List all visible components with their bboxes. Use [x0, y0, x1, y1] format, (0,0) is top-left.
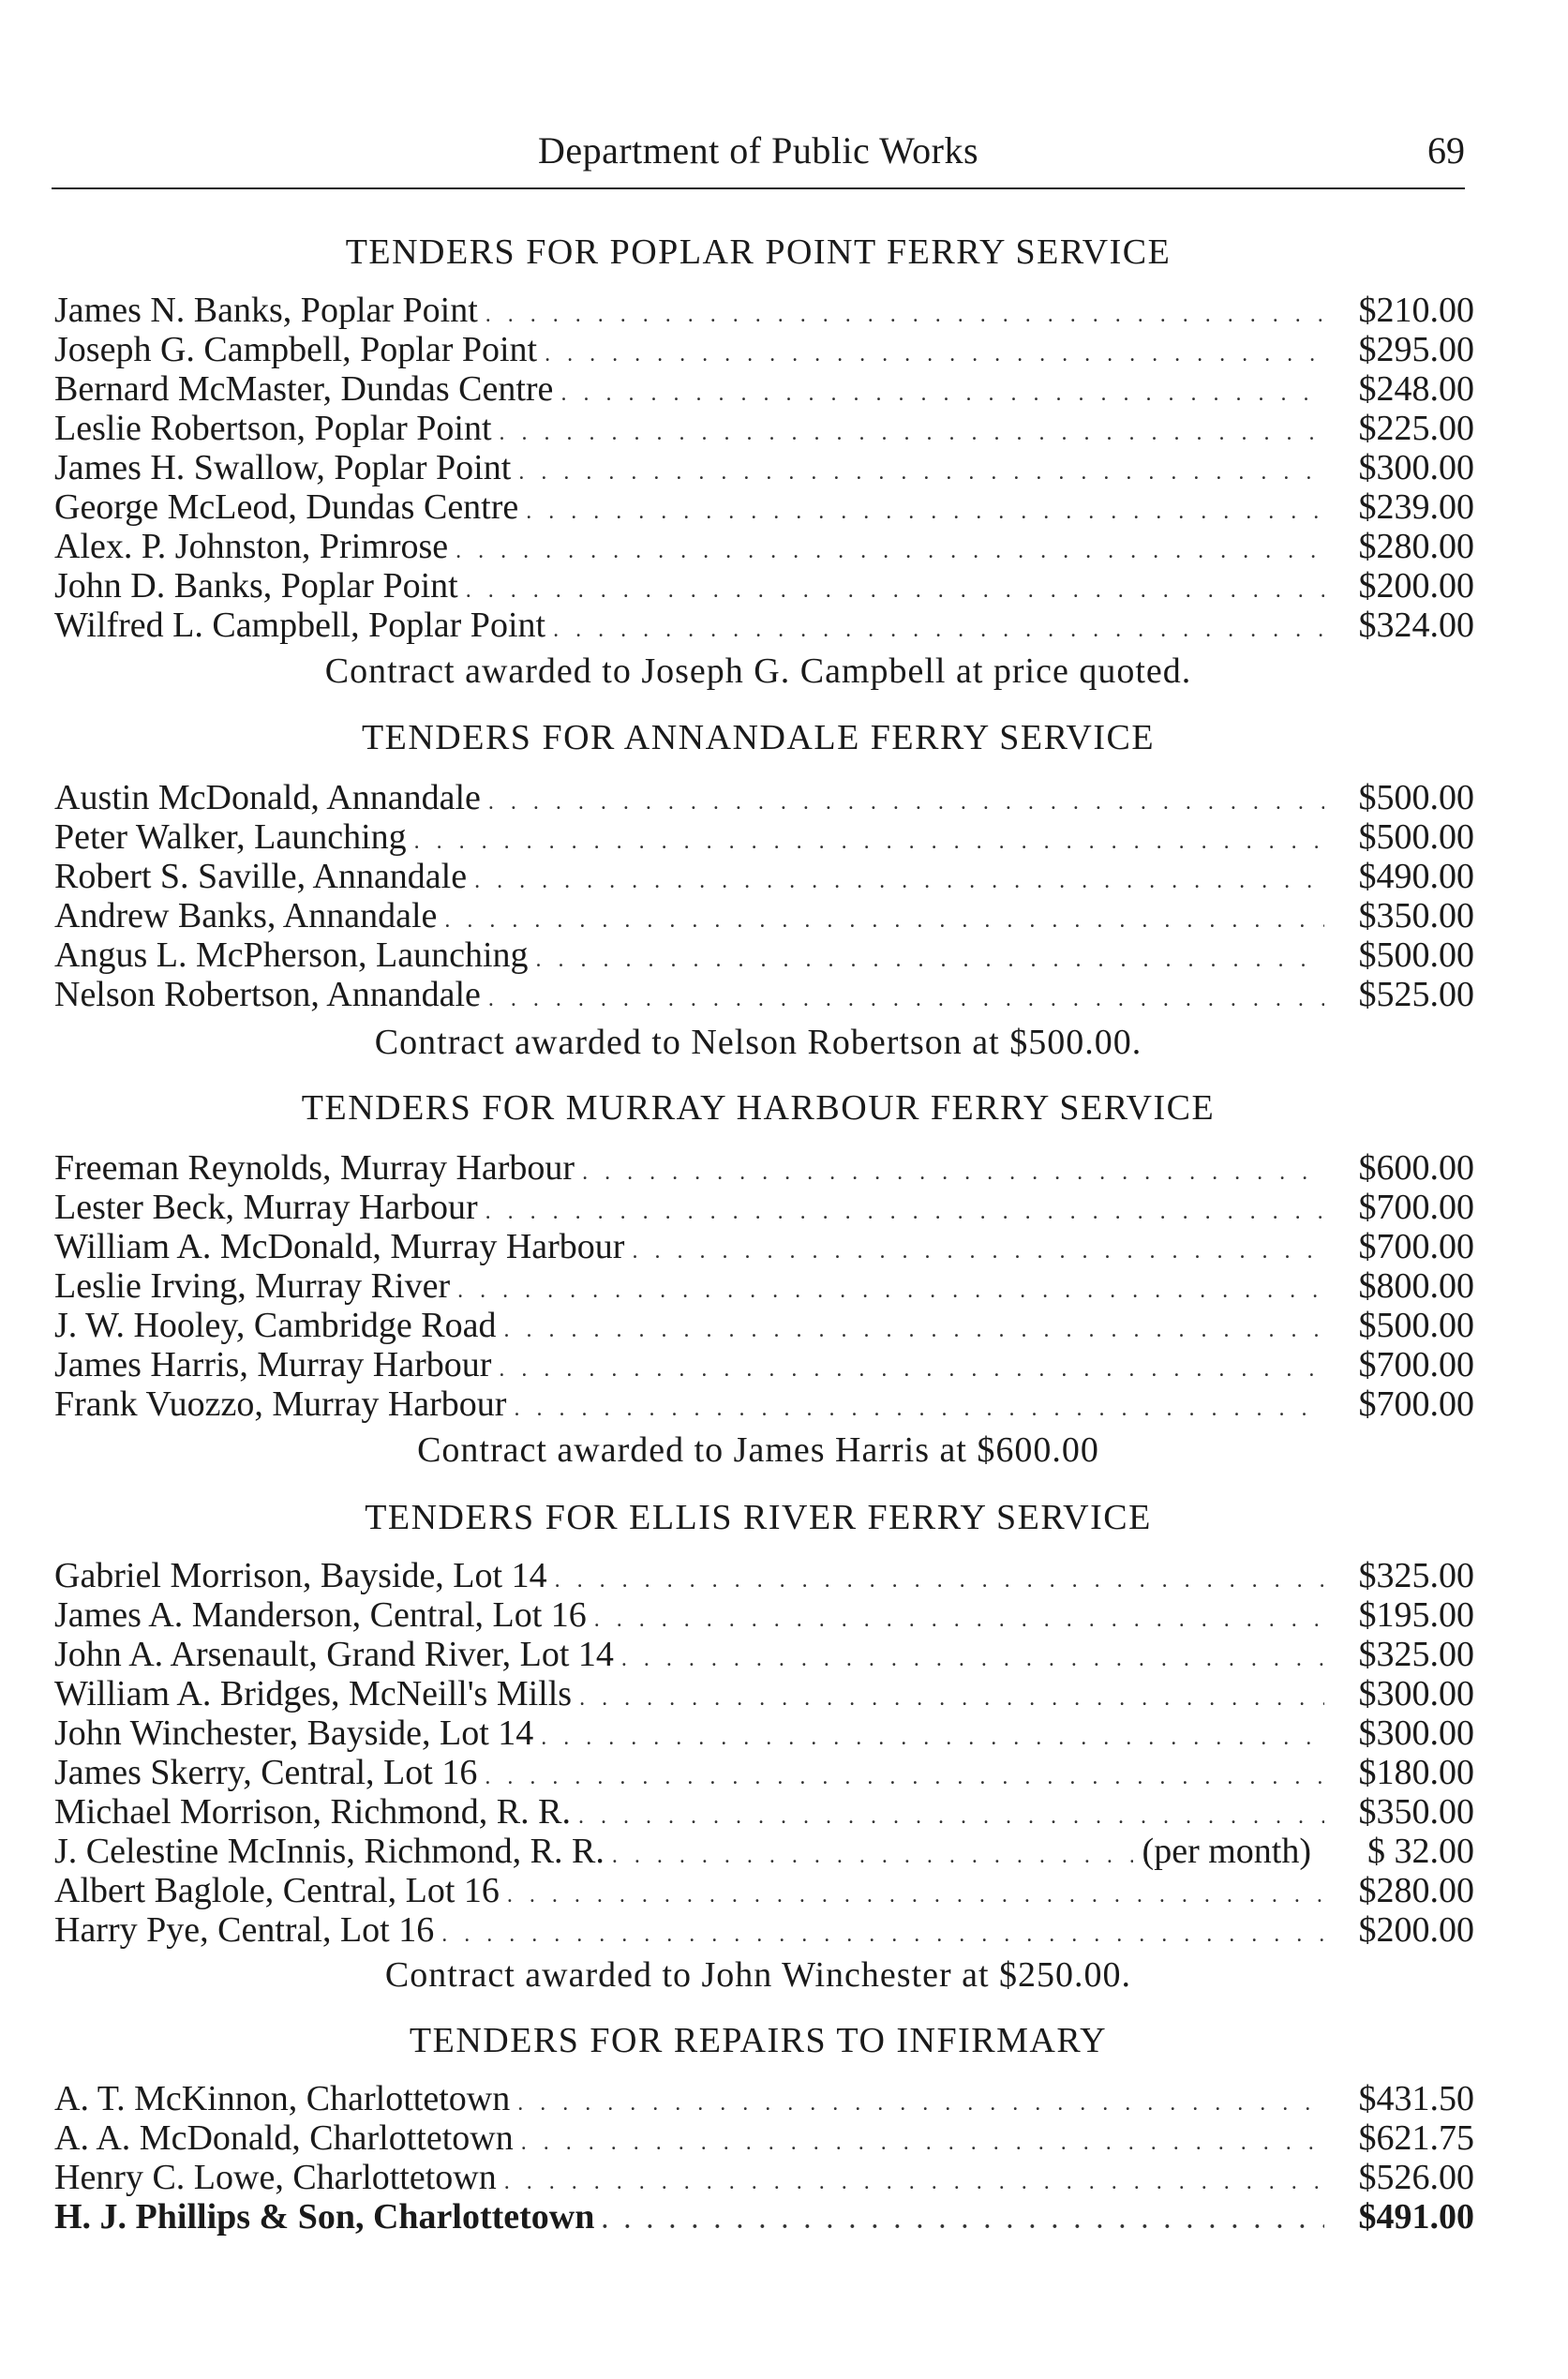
tender-row	[54, 606, 1474, 645]
tender-amount: $300.00	[1358, 448, 1474, 487]
dot-leader	[582, 1153, 1324, 1192]
dot-leader	[518, 453, 1324, 492]
tender-row	[54, 2118, 1474, 2158]
tender-row	[54, 1635, 1474, 1674]
tender-row	[54, 487, 1474, 527]
dot-leader	[632, 1232, 1324, 1271]
tenderer-name: James H. Swallow, Poplar Point	[54, 448, 512, 487]
tender-row	[54, 1188, 1474, 1227]
dot-leader	[541, 1718, 1324, 1758]
tender-amount: $325.00	[1358, 1556, 1474, 1595]
tender-row	[54, 975, 1474, 1014]
tender-row	[54, 1871, 1474, 1910]
tender-note: (per month)	[1142, 1832, 1311, 1871]
tenderer-name: William A. McDonald, Murray Harbour	[54, 1227, 625, 1266]
tenderer-name: Lester Beck, Murray Harbour	[54, 1188, 478, 1227]
tender-amount: $248.00	[1358, 369, 1474, 409]
tender-amount: $280.00	[1358, 1871, 1474, 1910]
tenderer-name: Michael Morrison, Richmond, R. R.	[54, 1792, 571, 1832]
tenderer-name: William A. Bridges, McNeill's Mills	[54, 1674, 573, 1713]
tender-amount: $621.75	[1358, 2118, 1474, 2158]
contract-award-note: Contract awarded to James Harris at $600.00	[417, 1430, 1099, 1470]
tenderer-name: James N. Banks, Poplar Point	[54, 291, 478, 330]
dot-leader	[503, 1310, 1324, 1350]
tender-amount: $195.00	[1358, 1595, 1474, 1635]
tenderer-name: Nelson Robertson, Annandale	[54, 975, 481, 1014]
tender-row	[54, 1792, 1474, 1832]
tender-amount: $295.00	[1358, 330, 1474, 369]
dot-leader	[545, 335, 1324, 374]
dot-leader	[455, 531, 1324, 571]
tender-row	[54, 1556, 1474, 1595]
dot-leader	[485, 1758, 1324, 1797]
tenderer-name: Alex. P. Johnston, Primrose	[54, 527, 449, 566]
dot-leader	[441, 1915, 1324, 1954]
tender-row	[54, 896, 1474, 935]
tender-amount: $180.00	[1358, 1753, 1474, 1792]
tenderer-name: John D. Banks, Poplar Point	[54, 566, 458, 606]
tenderer-name: Harry Pye, Central, Lot 16	[54, 1910, 435, 1950]
section-title-annandale: TENDERS FOR ANNANDALE FERRY SERVICE	[361, 718, 1156, 757]
tender-amount: $500.00	[1358, 778, 1474, 817]
tender-amount: $325.00	[1358, 1635, 1474, 1674]
tender-amount: $210.00	[1358, 291, 1474, 330]
tenderer-name: A. A. McDonald, Charlottetown	[54, 2118, 514, 2158]
tender-row	[54, 291, 1474, 330]
dot-leader	[457, 1271, 1324, 1310]
section-title-ellis-river: TENDERS FOR ELLIS RIVER FERRY SERVICE	[365, 1498, 1152, 1537]
dot-leader	[485, 1192, 1324, 1232]
tenderer-name: A. T. McKinnon, Charlottetown	[54, 2079, 511, 2118]
tenderer-name: Robert S. Saville, Annandale	[54, 857, 468, 896]
tender-row	[54, 1227, 1474, 1266]
tender-row	[54, 1148, 1474, 1188]
tender-amount: $700.00	[1358, 1227, 1474, 1266]
tender-amount: $500.00	[1358, 1306, 1474, 1345]
tender-amount: $350.00	[1358, 896, 1474, 935]
tenderer-name: Henry C. Lowe, Charlottetown	[54, 2158, 497, 2197]
tender-row	[54, 1306, 1474, 1345]
dot-leader	[504, 2162, 1324, 2202]
tender-row	[54, 1345, 1474, 1384]
tenderer-name: Peter Walker, Launching	[54, 817, 407, 857]
tender-row	[54, 448, 1474, 487]
tenderer-name: John Winchester, Bayside, Lot 14	[54, 1713, 534, 1753]
running-head: Department of Public Works	[537, 129, 979, 172]
dot-leader	[560, 374, 1324, 413]
tender-amount: $431.50	[1358, 2079, 1474, 2118]
tender-row	[54, 1674, 1474, 1713]
dot-leader	[578, 1797, 1324, 1836]
tender-row	[54, 409, 1474, 448]
dot-leader	[499, 1350, 1324, 1389]
tender-amount: $526.00	[1358, 2158, 1474, 2197]
contract-award-note: Contract awarded to John Winchester at $250.00.	[384, 1955, 1132, 1995]
dot-leader	[514, 1389, 1324, 1429]
tenderer-name: H. J. Phillips & Son, Charlottetown	[54, 2197, 595, 2237]
tenderer-name: Gabriel Morrison, Bayside, Lot 14	[54, 1556, 547, 1595]
tender-amount: $490.00	[1358, 857, 1474, 896]
tender-amount: $500.00	[1358, 935, 1474, 975]
tender-row	[54, 2197, 1474, 2237]
tenderer-name: John A. Arsenault, Grand River, Lot 14	[54, 1635, 614, 1674]
dot-leader	[526, 492, 1324, 531]
tender-amount: $324.00	[1358, 606, 1474, 645]
tender-row	[54, 527, 1474, 566]
dot-leader	[602, 2202, 1324, 2241]
tenderer-name: James Harris, Murray Harbour	[54, 1345, 492, 1384]
dot-leader	[553, 610, 1324, 650]
tender-row	[54, 2079, 1474, 2118]
tender-row	[54, 566, 1474, 606]
tenderer-name: Wilfred L. Campbell, Poplar Point	[54, 606, 546, 645]
page-number: 69	[1427, 129, 1465, 172]
tender-row	[54, 935, 1474, 975]
tender-amount: $700.00	[1358, 1188, 1474, 1227]
tender-row	[54, 1713, 1474, 1753]
tenderer-name: Bernard McMaster, Dundas Centre	[54, 369, 554, 409]
tender-amount: $600.00	[1358, 1148, 1474, 1188]
tender-amount: $239.00	[1358, 487, 1474, 527]
dot-leader	[612, 1836, 1133, 1876]
tender-amount: $200.00	[1358, 566, 1474, 606]
tender-row	[54, 1832, 1474, 1871]
section-title-infirmary-repairs: TENDERS FOR REPAIRS TO INFIRMARY	[409, 2021, 1108, 2060]
section-title-murray-harbour: TENDERS FOR MURRAY HARBOUR FERRY SERVICE	[301, 1088, 1216, 1128]
dot-leader	[579, 1679, 1324, 1718]
tender-amount: $500.00	[1358, 817, 1474, 857]
tender-amount: $350.00	[1358, 1792, 1474, 1832]
tenderer-name: Leslie Robertson, Poplar Point	[54, 409, 492, 448]
tender-row	[54, 857, 1474, 896]
tenderer-name: Austin McDonald, Annandale	[54, 778, 481, 817]
tender-row	[54, 1910, 1474, 1950]
contract-award-note: Contract awarded to Nelson Robertson at $500.00.	[374, 1023, 1142, 1062]
tenderer-name: Angus L. McPherson, Launching	[54, 935, 529, 975]
dot-leader	[500, 413, 1324, 453]
tender-row	[54, 1384, 1474, 1424]
tender-amount: $ 32.00	[1367, 1832, 1474, 1871]
tenderer-name: Frank Vuozzo, Murray Harbour	[54, 1384, 507, 1424]
tender-row	[54, 817, 1474, 857]
dot-leader	[621, 1639, 1324, 1679]
dot-leader	[517, 2084, 1324, 2123]
contract-award-note: Contract awarded to Joseph G. Campbell at price quoted.	[324, 651, 1192, 691]
tenderer-name: Joseph G. Campbell, Poplar Point	[54, 330, 538, 369]
tender-row	[54, 1595, 1474, 1635]
tender-row	[54, 1266, 1474, 1306]
tenderer-name: Albert Baglole, Central, Lot 16	[54, 1871, 500, 1910]
dot-leader	[466, 571, 1324, 610]
tender-amount: $700.00	[1358, 1345, 1474, 1384]
dot-leader	[488, 980, 1324, 1019]
tender-amount: $225.00	[1358, 409, 1474, 448]
tender-row	[54, 330, 1474, 369]
tender-amount: $300.00	[1358, 1713, 1474, 1753]
dot-leader	[555, 1561, 1324, 1600]
tenderer-name: J. W. Hooley, Cambridge Road	[54, 1306, 497, 1345]
tenderer-name: James A. Manderson, Central, Lot 16	[54, 1595, 587, 1635]
tenderer-name: Andrew Banks, Annandale	[54, 896, 438, 935]
tenderer-name: George McLeod, Dundas Centre	[54, 487, 519, 527]
header-rule	[52, 187, 1465, 189]
tender-amount: $280.00	[1358, 527, 1474, 566]
tender-row	[54, 2158, 1474, 2197]
tenderer-name: Freeman Reynolds, Murray Harbour	[54, 1148, 575, 1188]
tender-amount: $700.00	[1358, 1384, 1474, 1424]
dot-leader	[521, 2123, 1324, 2162]
dot-leader	[488, 783, 1324, 822]
tender-amount: $200.00	[1358, 1910, 1474, 1950]
section-title-poplar-point: TENDERS FOR POPLAR POINT FERRY SERVICE	[345, 232, 1172, 272]
page-header	[52, 127, 1465, 183]
tenderer-name: J. Celestine McInnis, Richmond, R. R.	[54, 1832, 605, 1871]
tender-row	[54, 369, 1474, 409]
dot-leader	[507, 1876, 1324, 1915]
tender-row	[54, 1753, 1474, 1792]
tender-amount: $491.00	[1358, 2197, 1474, 2237]
tender-amount: $800.00	[1358, 1266, 1474, 1306]
tender-amount: $525.00	[1358, 975, 1474, 1014]
dot-leader	[485, 295, 1324, 335]
dot-leader	[536, 940, 1324, 980]
dot-leader	[594, 1600, 1324, 1639]
tenderer-name: James Skerry, Central, Lot 16	[54, 1753, 478, 1792]
tender-row	[54, 778, 1474, 817]
dot-leader	[474, 861, 1324, 901]
tenderer-name: Leslie Irving, Murray River	[54, 1266, 451, 1306]
dot-leader	[414, 822, 1324, 861]
dot-leader	[444, 901, 1324, 940]
tender-amount: $300.00	[1358, 1674, 1474, 1713]
